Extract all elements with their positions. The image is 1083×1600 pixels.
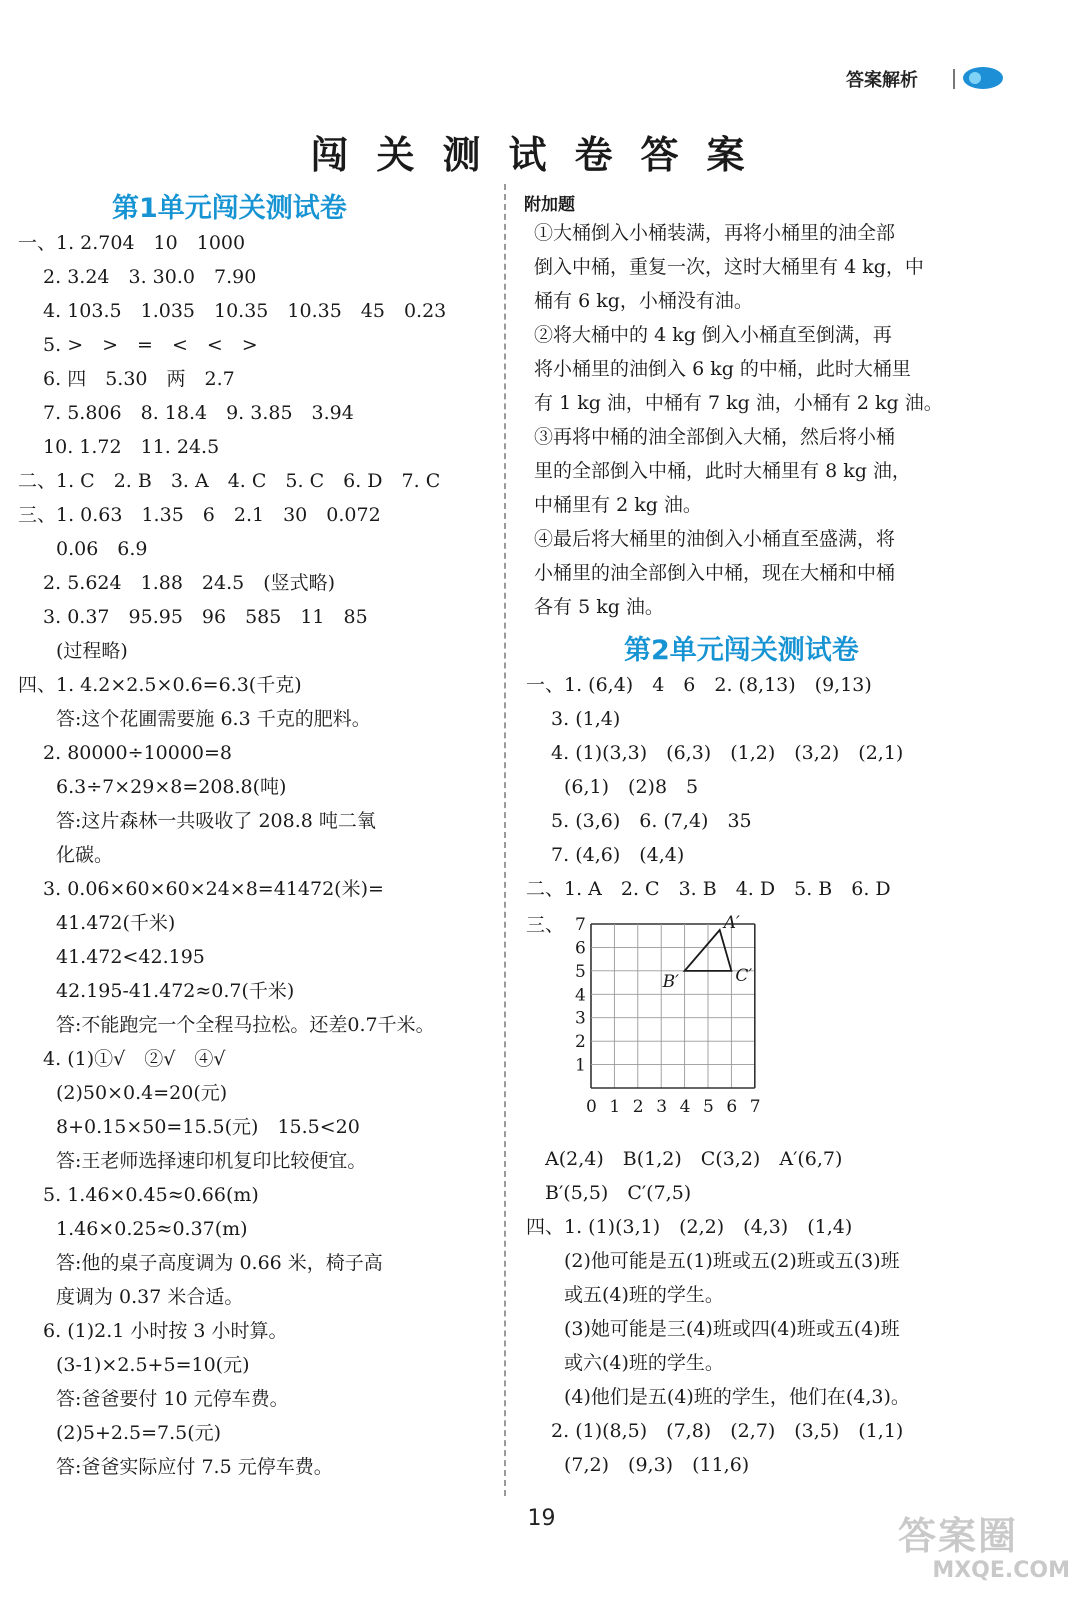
answer-line: (6,1) (2)8 5 — [526, 776, 699, 798]
answer-line: 7. (4,6) (4,4) — [526, 844, 685, 866]
answer-line: 答:这片森林一共吸收了 208.8 吨二氧 — [18, 810, 376, 832]
x-tick-label: 0 — [586, 1097, 597, 1117]
answer-line: B′(5,5) C′(7,5) — [526, 1182, 692, 1204]
answer-line: 7. 5.806 8. 18.4 9. 3.85 3.94 — [18, 402, 354, 424]
unit2-answers-b — [526, 1142, 1066, 1482]
y-tick-label: 5 — [575, 961, 586, 982]
answer-line: 四、1. (1)(3,1) (2,2) (4,3) (1,4) — [526, 1216, 853, 1238]
answer-line: 三、1. 0.63 1.35 6 2.1 30 0.072 — [18, 504, 381, 526]
answer-line: 3. 0.37 95.95 96 585 11 85 — [18, 606, 368, 628]
fish-logo-icon — [963, 67, 1003, 89]
answer-line: 四、1. 4.2×2.5×0.6=6.3(千克) — [18, 674, 302, 696]
y-tick-label: 2 — [575, 1032, 586, 1053]
extra-answer-line: 倒入中桶，重复一次，这时大桶里有 4 kg，中 — [528, 256, 924, 278]
answer-line: 42.195-41.472≈0.7(千米) — [18, 980, 295, 1002]
answer-line: (2)他可能是五(1)班或五(2)班或五(3)班 — [526, 1250, 900, 1272]
section3-label: 三、 — [526, 914, 565, 936]
answer-line: 答:爸爸实际应付 7.5 元停车费。 — [18, 1456, 333, 1478]
answer-line: (2)5+2.5=7.5(元) — [18, 1422, 222, 1444]
x-tick-label: 3 — [656, 1097, 668, 1117]
y-tick-label: 3 — [575, 1008, 586, 1029]
extra-answer-line: ②将大桶中的 4 kg 倒入小桶直至倒满，再 — [528, 324, 892, 346]
x-tick-label: 4 — [679, 1097, 691, 1117]
watermark-text: 答案圈 — [898, 1514, 1019, 1558]
answer-line: 4. (1)(3,3) (6,3) (1,2) (3,2) (2,1) — [526, 742, 904, 764]
answer-line: 2. 5.624 1.88 24.5 (竖式略) — [18, 572, 336, 594]
answer-line: 度调为 0.37 米合适。 — [18, 1286, 244, 1308]
answer-line: (3-1)×2.5+5=10(元) — [18, 1354, 250, 1376]
extra-answer-line: 里的全部倒入中桶，此时大桶里有 8 kg 油， — [528, 460, 911, 482]
extra-question-title: 附加题 — [524, 195, 575, 215]
y-tick-label: 1 — [575, 1055, 586, 1076]
answer-line: 或六(4)班的学生。 — [526, 1352, 724, 1374]
answer-line: 二、1. C 2. B 3. A 4. C 5. C 6. D 7. C — [18, 470, 441, 492]
watermark-url: MXQE.COM — [932, 1558, 1070, 1583]
extra-answer-line: 桶有 6 kg，小桶没有油。 — [528, 290, 753, 312]
y-tick-label: 7 — [575, 915, 586, 935]
extra-answer-line: ④最后将大桶里的油倒入小桶直至盛满，将 — [528, 528, 896, 550]
extra-answer-line: ①大桶倒入小桶装满，再将小桶里的油全部 — [528, 222, 896, 244]
answer-line: 6. (1)2.1 小时按 3 小时算。 — [18, 1320, 288, 1342]
left-column — [18, 226, 500, 1484]
column-divider — [504, 184, 506, 1496]
answer-line: (过程略) — [18, 640, 128, 662]
extra-answer-line: ③再将中桶的油全部倒入大桶，然后将小桶 — [528, 426, 896, 448]
answer-line: 2. (1)(8,5) (7,8) (2,7) (3,5) (1,1) — [526, 1420, 904, 1442]
answer-line: 3. 0.06×60×60×24×8=41472(米)= — [18, 878, 384, 900]
answer-line: 41.472<42.195 — [18, 946, 205, 968]
answer-line: 答:这个花圃需要施 6.3 千克的肥料。 — [18, 708, 371, 730]
vertex-label: B′ — [662, 971, 679, 992]
answer-line: 答:不能跑完一个全程马拉松。还差0.7千米。 — [18, 1014, 435, 1036]
answer-line: 10. 1.72 11. 24.5 — [18, 436, 220, 458]
header-label: 答案解析 — [846, 70, 918, 91]
x-tick-label: 2 — [632, 1097, 644, 1117]
answer-line: 2. 80000÷10000=8 — [18, 742, 233, 764]
answer-line: (7,2) (9,3) (11,6) — [526, 1454, 750, 1476]
unit1-section-title: 第1单元闯关测试卷 — [112, 193, 347, 224]
y-tick-label: 4 — [575, 985, 586, 1006]
x-tick-label: 5 — [703, 1097, 714, 1117]
answer-line: 一、1. (6,4) 4 6 2. (8,13) (9,13) — [526, 674, 872, 696]
watermark — [898, 1514, 1078, 1594]
unit2-section-title: 第2单元闯关测试卷 — [624, 635, 859, 666]
vertex-label: C′ — [735, 965, 753, 986]
page-number: 19 — [527, 1506, 556, 1531]
x-tick-label: 7 — [749, 1097, 761, 1117]
answer-line: 2. 3.24 3. 30.0 7.90 — [18, 266, 257, 288]
answer-line: 化碳。 — [18, 844, 114, 866]
answer-line: 4. 103.5 1.035 10.35 10.35 45 0.23 — [18, 300, 447, 322]
answer-line: 5. (3,6) 6. (7,4) 35 — [526, 810, 752, 832]
answer-line: 41.472(千米) — [18, 912, 176, 934]
answer-line: 5. 1.46×0.45≈0.66(m) — [18, 1184, 259, 1206]
answer-line: 或五(4)班的学生。 — [526, 1284, 724, 1306]
extra-answer-line: 小桶里的油全部倒入中桶，现在大桶和中桶 — [528, 562, 896, 584]
answer-line: 4. (1)①√ ②√ ④√ — [18, 1048, 226, 1070]
vertex-label: A′ — [723, 913, 740, 933]
coordinate-grid — [523, 912, 783, 1142]
extra-answer-line: 中桶里有 2 kg 油。 — [528, 494, 702, 516]
answer-line: 二、1. A 2. C 3. B 4. D 5. B 6. D — [526, 878, 891, 900]
header-divider — [953, 69, 955, 89]
extra-answer-line: 将小桶里的油倒入 6 kg 的中桶，此时大桶里 — [528, 358, 911, 380]
answer-line: 8+0.15×50=15.5(元) 15.5<20 — [18, 1116, 360, 1138]
extra-answer-line: 各有 5 kg 油。 — [528, 596, 664, 618]
x-tick-label: 1 — [609, 1097, 621, 1117]
extra-answer-line: 有 1 kg 油，中桶有 7 kg 油，小桶有 2 kg 油。 — [528, 392, 943, 414]
answer-line: 一、1. 2.704 10 1000 — [18, 232, 246, 254]
y-tick-label: 6 — [575, 938, 586, 959]
answer-line: (3)她可能是三(4)班或四(4)班或五(4)班 — [526, 1318, 900, 1340]
x-tick-label: 6 — [726, 1097, 738, 1117]
answer-line: 6.3÷7×29×8=208.8(吨) — [18, 776, 287, 798]
answer-line: (2)50×0.4=20(元) — [18, 1082, 228, 1104]
answer-line: 答:王老师选择速印机复印比较便宜。 — [18, 1150, 367, 1172]
answer-line: 6. 四 5.30 两 2.7 — [18, 368, 235, 390]
answer-line: 答:他的桌子高度调为 0.66 米，椅子高 — [18, 1252, 383, 1274]
answer-line: 5. > > = < < > — [18, 334, 258, 356]
answer-line: 0.06 6.9 — [18, 538, 148, 560]
answer-line: 答:爸爸要付 10 元停车费。 — [18, 1388, 289, 1410]
answer-line: A(2,4) B(1,2) C(3,2) A′(6,7) — [526, 1148, 843, 1170]
answer-line: 1.46×0.25≈0.37(m) — [18, 1218, 248, 1240]
answer-line: 3. (1,4) — [526, 708, 621, 730]
extra-answers — [528, 216, 1068, 624]
unit2-answers-a — [526, 668, 1066, 906]
page-title: 闯关测试卷答案 — [310, 132, 773, 177]
answer-line: (4)他们是五(4)班的学生，他们在(4,3)。 — [526, 1386, 910, 1408]
